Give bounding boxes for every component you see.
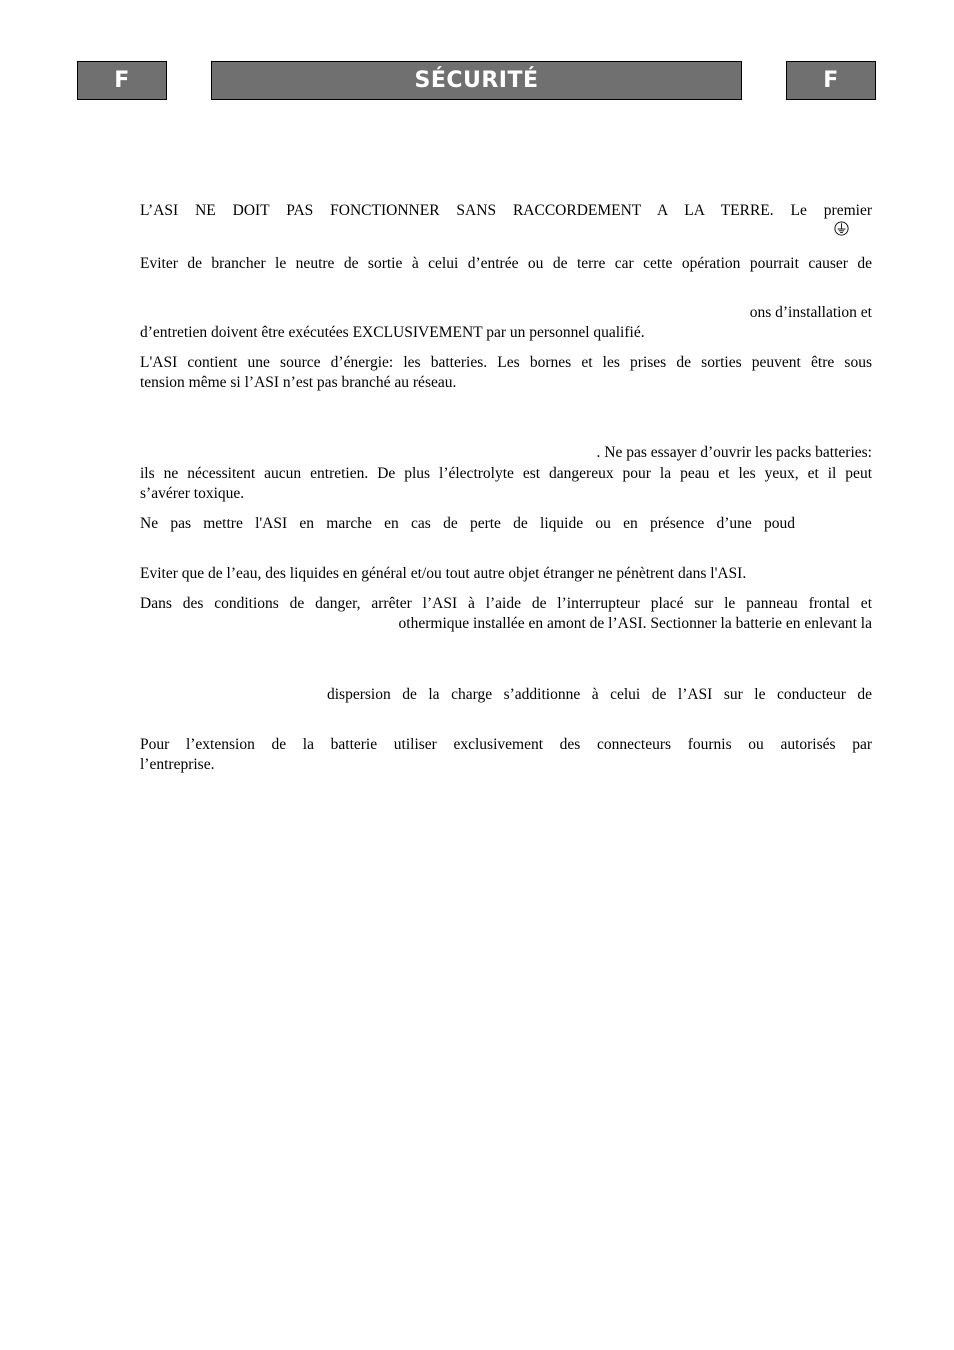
text-line: Eviter de brancher le neutre de sortie à celui d’entrée ou de terre car cette opération pourrait causer de <box>140 255 872 272</box>
text-line: ons d’installation et <box>749 304 872 321</box>
text-line: tension même si l’ASI n’est pas branché au réseau. <box>140 374 457 391</box>
text-line: ils ne nécessitent aucun entretien. De plus l’électrolyte est dangereux pour la peau et les yeux, et il peut <box>140 465 872 482</box>
text-line: Pour l’extension de la batterie utiliser exclusivement des connecteurs fournis ou autorisés par <box>140 736 872 753</box>
page-title: SÉCURITÉ <box>211 61 742 100</box>
text-line: s’avérer toxique. <box>140 485 245 502</box>
text-line: othermique installée en amont de l’ASI. Sectionner la batterie en enlevant la <box>398 615 872 632</box>
text-line: Ne pas mettre l'ASI en marche en cas de perte de liquide ou en présence d’une poud <box>140 515 795 532</box>
text-line: Dans des conditions de danger, arrêter l’ASI à l’aide de l’interrupteur placé sur le panneau frontal et <box>140 595 872 612</box>
earth-ground-icon <box>834 221 849 236</box>
text-line: Eviter que de l’eau, des liquides en général et/ou tout autre objet étranger ne pénètrent dans l'ASI. <box>140 565 747 582</box>
section-tag-right: F <box>786 61 876 100</box>
text-line: . Ne pas essayer d’ouvrir les packs batteries: <box>596 444 872 461</box>
text-line: d’entretien doivent être exécutées EXCLUSIVEMENT par un personnel qualifié. <box>140 324 645 341</box>
text-line: L’ASI NE DOIT PAS FONCTIONNER SANS RACCORDEMENT A LA TERRE. Le premier <box>140 202 872 219</box>
section-tag-left: F <box>77 61 167 100</box>
text-line: dispersion de la charge s’additionne à celui de l’ASI sur le conducteur de <box>327 686 872 703</box>
text-line: L'ASI contient une source d’énergie: les batteries. Les bornes et les prises de sorties peuvent être sous <box>140 354 872 371</box>
text-line: l’entreprise. <box>140 756 215 773</box>
